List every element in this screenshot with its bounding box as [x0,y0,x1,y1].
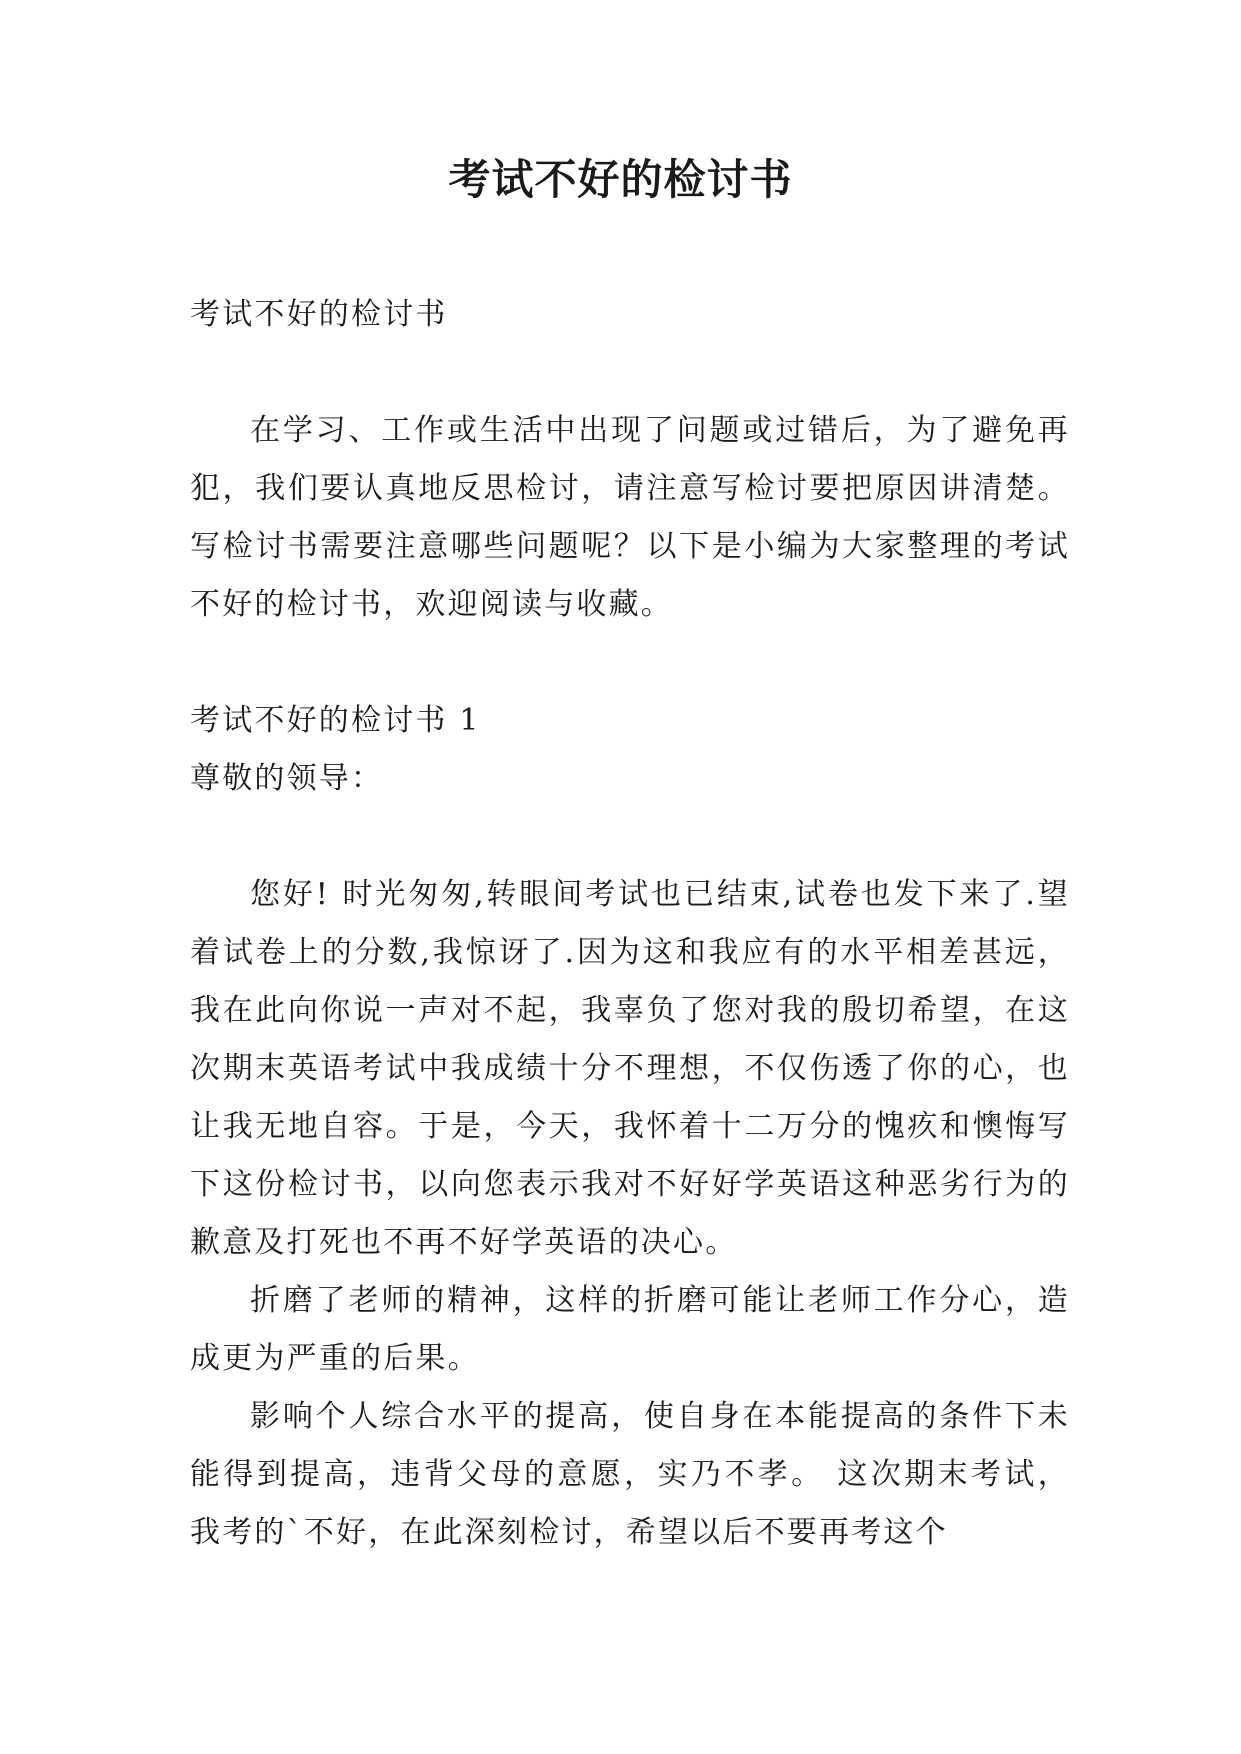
body-paragraph: 折磨了老师的精神，这样的折磨可能让老师工作分心，造成更为严重的后果。 [190,1283,1070,1376]
salutation: 尊敬的领导： [190,761,384,796]
intro-paragraph: 在学习、工作或生活中出现了问题或过错后，为了避免再犯，我们要认真地反思检讨，请注意写检讨要把原因讲清楚。写检讨书需要注意哪些问题呢？以下是小编为大家整理的考试不好的检讨书，欢迎阅读与收藏。 [190,413,1070,622]
document-title: 考试不好的检讨书 [448,155,793,204]
document-body [190,286,1070,1562]
document-subtitle: 考试不好的检讨书 [190,297,448,332]
spacer [190,808,1070,866]
body-paragraph: 您好! 时光匆匆,转眼间考试也已结束,试卷也发下来了.望着试卷上的分数,我惊讶了.因为这和我应有的水平相差甚远， 我在此向你说一声对不起，我辜负了您对我的殷切希望，在这次期末英语考试中我成绩十分不理想，不仅伤透了你的心，也让我无地自容。于是，今天，我怀着十二万分的愧疚和懊悔写下这份检讨书，以向您表示我对不好好学英语这种恶劣行为的歉意及打死也不再不好学英语的决心。 [190,877,1070,1260]
section-heading: 考试不好的检讨书 1 [190,703,481,738]
spacer [190,634,1070,692]
body-paragraph: 影响个人综合水平的提高，使自身在本能提高的条件下未能得到提高，违背父母的意愿，实乃不孝。 这次期末考试，我考的`不好，在此深刻检讨，希望以后不要再考这个 [190,1399,1070,1550]
spacer [190,344,1070,402]
